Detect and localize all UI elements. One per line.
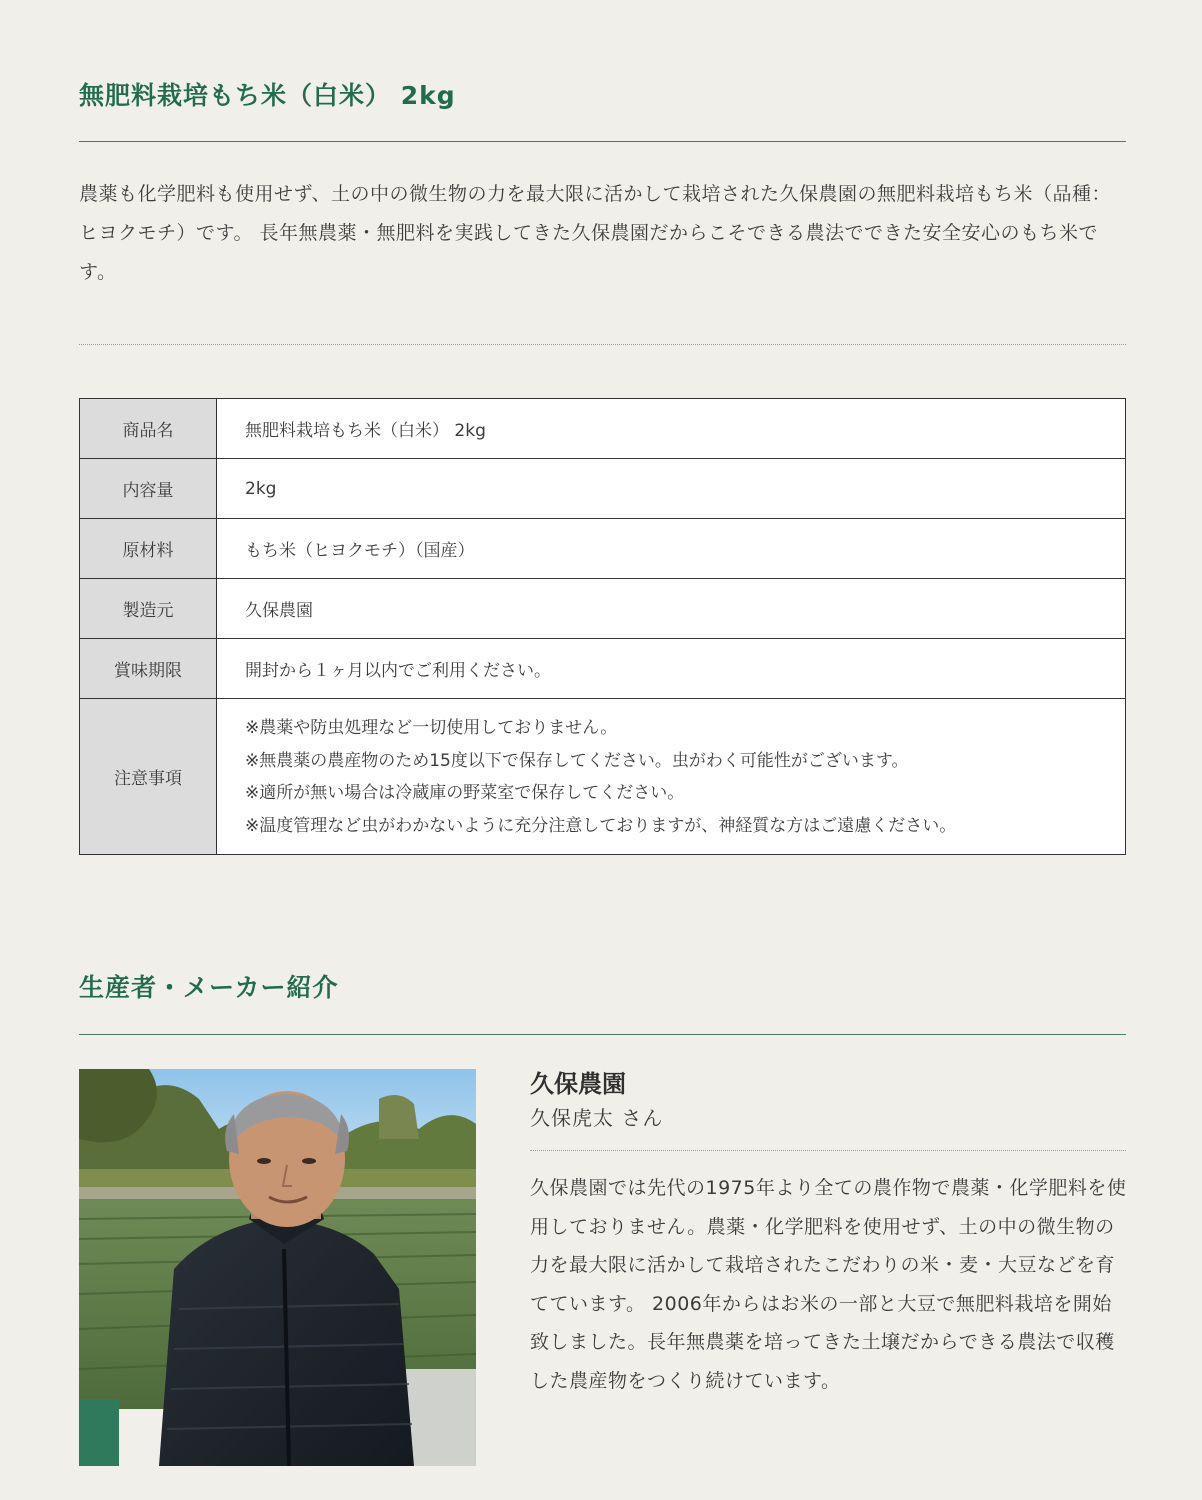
spec-table	[79, 398, 1126, 855]
farmer-photo	[79, 1069, 476, 1466]
note-line: ※適所が無い場合は冷蔵庫の野菜室で保存してください。	[245, 783, 685, 803]
spec-value: もち米（ヒヨクモチ）（国産）	[217, 519, 1126, 579]
title-divider	[79, 141, 1126, 142]
note-line: ※無農薬の農産物のため15度以下で保存してください。虫がわく可能性がございます。	[245, 750, 909, 771]
product-description: 農薬も化学肥料も使用せず、土の中の微生物の力を最大限に活かして栽培された久保農園の無肥料栽培もち米（品種：ヒヨクモチ）です。 長年無農薬・無肥料を実践してきた久保農園だからこそできる農法でできた安全安心のもち米です。	[79, 183, 1111, 283]
spec-label: 内容量	[80, 459, 217, 519]
maker-name: 久保農園	[530, 1070, 626, 1098]
notes-value	[217, 699, 1126, 855]
table-row	[80, 519, 1126, 579]
maker-divider	[79, 1034, 1126, 1035]
table-row	[80, 579, 1126, 639]
spec-label: 賞味期限	[80, 639, 217, 699]
spec-label: 製造元	[80, 579, 217, 639]
note-line: ※温度管理など虫がわかないように充分注意しておりますが、神経質な方はご遠慮ください。	[245, 815, 957, 836]
table-row	[80, 459, 1126, 519]
maker-section-title: 生産者・メーカー紹介	[79, 973, 339, 1002]
spec-value: 久保農園	[217, 579, 1126, 639]
spec-value: 開封から１ヶ月以内でご利用ください。	[217, 639, 1126, 699]
spec-label: 原材料	[80, 519, 217, 579]
table-row	[80, 639, 1126, 699]
maker-description: 久保農園では先代の1975年より全ての農作物で農薬・化学肥料を使用しておりません。農薬・化学肥料を使用せず、土の中の微生物の力を最大限に活かして栽培されたこだわりの米・麦・大豆などを育てています。 2006年からはお米の一部と大豆で無肥料栽培を開始致しました。長年無農薬を培ってきた土壌だからできる農法で収穫した農産物をつくり続けています。	[530, 1177, 1127, 1392]
spec-value: 無肥料栽培もち米（白米） 2kg	[217, 399, 1126, 459]
dotted-divider	[79, 344, 1126, 345]
spec-label: 商品名	[80, 399, 217, 459]
notes-label: 注意事項	[80, 699, 217, 855]
product-title: 無肥料栽培もち米（白米） 2kg	[79, 81, 456, 110]
maker-dotted-divider	[530, 1150, 1126, 1151]
note-line: ※農薬や防虫処理など一切使用しておりません。	[245, 718, 618, 738]
table-row-notes	[80, 699, 1126, 855]
maker-person: 久保虎太 さん	[530, 1106, 664, 1130]
spec-value: 2kg	[217, 459, 1126, 519]
table-row	[80, 399, 1126, 459]
